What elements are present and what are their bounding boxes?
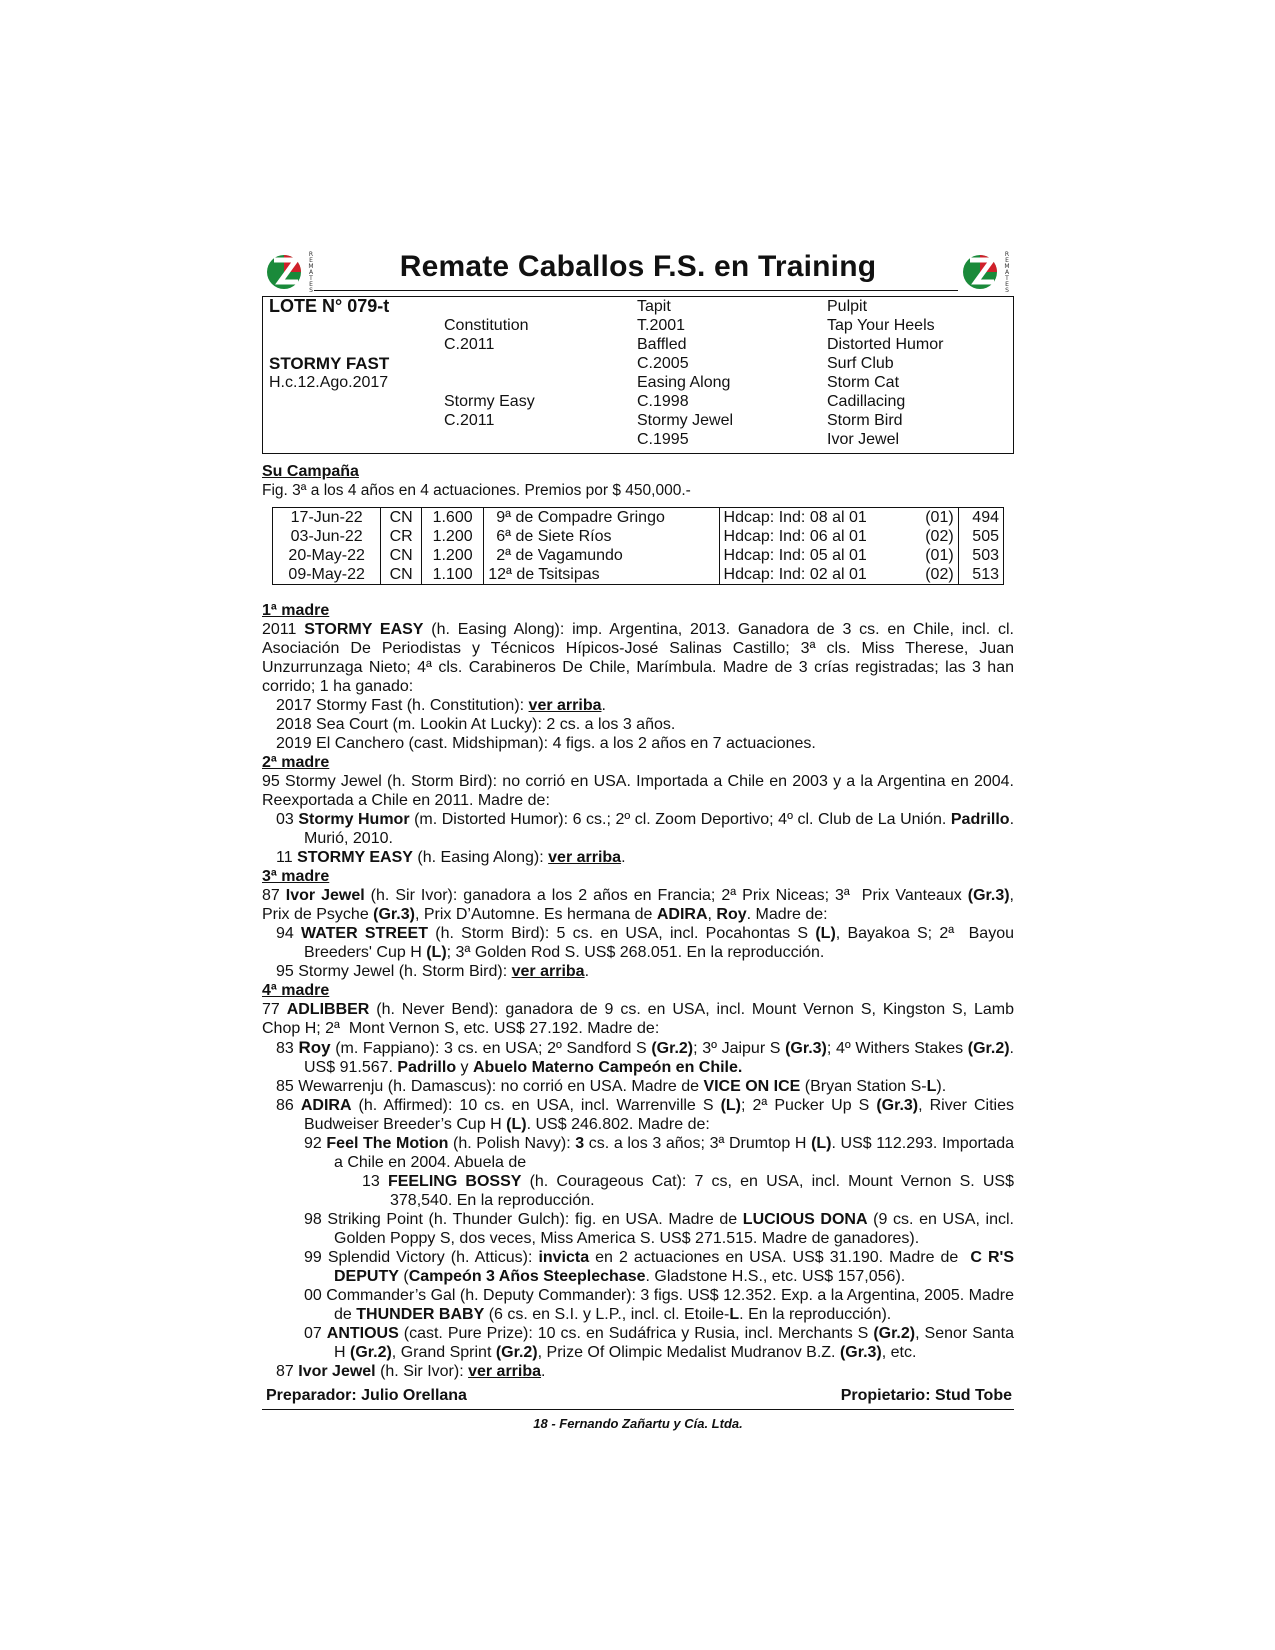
- ver-arriba-link[interactable]: ver arriba: [511, 963, 585, 980]
- pedigree-cell: T.2001: [637, 317, 686, 334]
- pedigree-cell: Stormy Jewel: [637, 412, 734, 429]
- race-date: 20-May-22: [273, 546, 381, 565]
- svg-text:A: A: [1004, 269, 1010, 276]
- pedigree-cell: Ivor Jewel: [827, 431, 900, 448]
- race-track: CN: [381, 546, 422, 565]
- footer-row: [262, 1387, 1014, 1405]
- pedigree-great-grandparents-column: [827, 297, 943, 449]
- produce-item: 92 Feel The Motion (h. Polish Navy): 3 cs. a los 3 años; 3ª Drumtop H (L). US$ 112.293. Importada a Chile en 2004. Abuela de: [304, 1135, 1014, 1171]
- campaign-title: Su Campaña: [262, 463, 359, 480]
- pedigree-grandparents-column: [637, 297, 733, 449]
- lote-number: LOTE N° 079-t: [269, 296, 390, 316]
- svg-text:T: T: [1005, 275, 1009, 282]
- svg-text:E: E: [309, 257, 313, 264]
- race-condition: Hdcap: Ind: 05 al 01: [723, 547, 867, 564]
- race-date: 03-Jun-22: [273, 527, 381, 546]
- produce-item: 86 ADIRA (h. Affirmed): 10 cs. en USA, incl. Warrenville S (L); 2ª Pucker Up S (Gr.3), River Cities Budweiser Breeder’s Cup H (L). US$ 246.802. Madre de:: [276, 1097, 1014, 1133]
- svg-text:S: S: [309, 287, 313, 294]
- table-row: [273, 565, 1004, 585]
- race-table: [272, 507, 1004, 585]
- pedigree-cell: Tap Your Heels: [827, 317, 935, 334]
- pedigree-box: [262, 296, 1014, 454]
- svg-text:E: E: [309, 281, 313, 288]
- sire-year: C.2011: [444, 336, 495, 353]
- race-number: 505: [972, 528, 999, 545]
- zr-logo-right-icon: [962, 246, 1014, 294]
- race-code: (01): [911, 546, 958, 565]
- pedigree-cell: Storm Bird: [827, 412, 903, 429]
- race-result: 9ª de Compadre Gringo: [484, 508, 719, 528]
- pedigree-horse-column: [269, 297, 389, 392]
- produce-item: 98 Striking Point (h. Thunder Gulch): fig. en USA. Madre de LUCIOUS DONA (9 cs. en USA, incl. Golden Poppy S, dos veces, Miss America S. US$ 271.515. Madre de ganadores).: [304, 1211, 1014, 1247]
- owner-label: Propietario: Stud Tobe: [840, 1387, 1012, 1404]
- race-condition: Hdcap: Ind: 08 al 01: [723, 509, 867, 526]
- madre3-paragraph: 87 Ivor Jewel (h. Sir Ivor): ganadora a los 2 años en Francia; 2ª Prix Niceas; 3ª Prix Vanteaux (Gr.3), Prix de Psyche (Gr.3), Prix D’Automne. Es hermana de ADIRA, Roy. Madre de:: [262, 887, 1014, 923]
- produce-item: 94 WATER STREET (h. Storm Bird): 5 cs. en USA, incl. Pocahontas S (L), Bayakoa S; 2ª Bayou Breeders' Cup H (L); 3ª Golden Rod S. US$ 268.051. En la reproducción.: [276, 925, 1014, 961]
- produce-item: 2019 El Canchero (cast. Midshipman): 4 figs. a los 2 años en 7 actuaciones.: [276, 735, 816, 752]
- race-code: (02): [911, 527, 958, 546]
- race-condition: Hdcap: Ind: 06 al 01: [723, 528, 867, 545]
- race-number: 494: [972, 509, 999, 526]
- produce-item: 2017 Stormy Fast (h. Constitution): ver arriba.: [276, 697, 606, 714]
- race-distance: 1.600: [422, 508, 484, 528]
- produce-item: 83 Roy (m. Fappiano): 3 cs. en USA; 2º Sandford S (Gr.2); 3º Jaipur S (Gr.3); 4º Withers Stakes (Gr.2). US$ 91.567. Padrillo y Abuelo Materno Campeón en Chile.: [276, 1038, 1014, 1076]
- pedigree-cell: Cadillacing: [827, 393, 906, 410]
- produce-item: 85 Wewarrenju (h. Damascus): no corrió en USA. Madre de VICE ON ICE (Bryan Station S-L).: [276, 1078, 947, 1095]
- race-number: 503: [972, 547, 999, 564]
- svg-text:A: A: [308, 269, 314, 276]
- pedigree-cell: Storm Cat: [827, 374, 900, 391]
- madre2-title: 2ª madre: [262, 754, 330, 771]
- svg-text:M: M: [308, 263, 314, 270]
- dam-year: C.2011: [444, 412, 495, 429]
- pedigree-cell: Surf Club: [827, 355, 894, 372]
- race-track: CR: [381, 527, 422, 546]
- produce-item: 95 Stormy Jewel (h. Storm Bird): ver arriba.: [276, 963, 590, 980]
- table-row: [273, 508, 1004, 528]
- race-result: 6ª de Siete Ríos: [484, 527, 719, 546]
- race-code: (01): [911, 508, 958, 528]
- race-distance: 1.200: [422, 527, 484, 546]
- ver-arriba-link[interactable]: ver arriba: [548, 849, 622, 866]
- race-result: 2ª de Vagamundo: [484, 546, 719, 565]
- produce-item: 07 ANTIOUS (cast. Pure Prize): 10 cs. en Sudáfrica y Rusia, incl. Merchants S (Gr.2), Senor Santa H (Gr.2), Grand Sprint (Gr.2), Prize Of Olimpic Medalist Mudranov B.Z. (Gr.3), etc.: [304, 1325, 1014, 1361]
- svg-text:M: M: [1004, 263, 1010, 270]
- sire-name: Constitution: [444, 317, 529, 334]
- pedigree-cell: Baffled: [637, 336, 687, 353]
- trainer-label: Preparador: Julio Orellana: [266, 1387, 467, 1404]
- pedigree-cell: C.2005: [637, 355, 689, 372]
- table-row: [273, 546, 1004, 565]
- page-footer-note: 18 - Fernando Zañartu y Cía. Ltda.: [533, 1416, 743, 1431]
- race-number: 513: [972, 566, 999, 583]
- horse-name: STORMY FAST: [269, 354, 390, 373]
- pedigree-cell: Pulpit: [827, 298, 868, 315]
- zr-logo-left-icon: [266, 246, 318, 294]
- produce-item: 11 STORMY EASY (h. Easing Along): ver arriba.: [276, 849, 626, 866]
- svg-text:R: R: [1004, 251, 1010, 258]
- dam-name: Stormy Easy: [444, 393, 535, 410]
- produce-item: 03 Stormy Humor (m. Distorted Humor): 6 cs.; 2º cl. Zoom Deportivo; 4º cl. Club de La Unión. Padrillo. Murió, 2010.: [276, 811, 1015, 847]
- page-header: [262, 240, 1014, 296]
- produce-item: 00 Commander’s Gal (h. Deputy Commander): 3 figs. US$ 12.352. Exp. a la Argentina, 2005. Madre de THUNDER BABY (6 cs. en S.I. y L.P., incl. cl. Etoile-L. En la reproducción).: [304, 1287, 1014, 1323]
- horse-info: H.c.12.Ago.2017: [269, 374, 389, 391]
- produce-item: 87 Ivor Jewel (h. Sir Ivor): ver arriba.: [276, 1363, 546, 1380]
- ver-arriba-link[interactable]: ver arriba: [468, 1363, 542, 1380]
- race-date: 17-Jun-22: [273, 508, 381, 528]
- ver-arriba-link[interactable]: ver arriba: [528, 697, 602, 714]
- header-rule: [314, 290, 958, 291]
- produce-item: 13 FEELING BOSSY (h. Courageous Cat): 7 cs, en USA, incl. Mount Vernon S. US$ 378,540. En la reproducción.: [362, 1173, 1014, 1209]
- madre3-title: 3ª madre: [262, 868, 330, 885]
- madre2-paragraph: 95 Stormy Jewel (h. Storm Bird): no corrió en USA. Importada a Chile en 2003 y a la Argentina en 2004. Reexportada a Chile en 2011. Madre de:: [262, 773, 1014, 809]
- race-track: CN: [381, 508, 422, 528]
- race-result: 12ª de Tsitsipas: [484, 565, 719, 585]
- madre1-title: 1ª madre: [262, 602, 330, 619]
- pedigree-parents-column: [444, 297, 535, 430]
- race-distance: 1.100: [422, 565, 484, 585]
- footer-rule: [262, 1409, 1014, 1410]
- race-distance: 1.200: [422, 546, 484, 565]
- pedigree-cell: Distorted Humor: [827, 336, 944, 353]
- pedigree-cell: Easing Along: [637, 374, 731, 391]
- svg-text:R: R: [308, 251, 314, 258]
- svg-text:E: E: [1005, 281, 1009, 288]
- catalog-page: [262, 240, 1014, 1431]
- svg-text:S: S: [1005, 287, 1009, 294]
- page-title: Remate Caballos F.S. en Training: [399, 250, 877, 283]
- madre4-title: 4ª madre: [262, 982, 330, 999]
- madre4-paragraph: 77 ADLIBBER (h. Never Bend): ganadora de 9 cs. en USA, incl. Mount Vernon S, Kingston S, Lamb Chop H; 2ª Mont Vernon S, etc. US$ 27.192. Madre de:: [262, 1001, 1015, 1037]
- pedigree-cell: C.1995: [637, 431, 689, 448]
- race-code: (02): [911, 565, 958, 585]
- campaign-summary: Fig. 3ª a los 4 años en 4 actuaciones. Premios por $ 450,000.-: [262, 482, 691, 499]
- produce-item: 99 Splendid Victory (h. Atticus): invicta en 2 actuaciones en USA. US$ 31.190. Madre de C R'S DEPUTY (Campeón 3 Años Steeplechase. Gladstone H.S., etc. US$ 157,056).: [304, 1249, 1015, 1285]
- race-condition: Hdcap: Ind: 02 al 01: [723, 566, 867, 583]
- madre1-paragraph: 2011 STORMY EASY (h. Easing Along): imp. Argentina, 2013. Ganadora de 3 cs. en Chile, incl. cl. Asociación De Periodistas y Técnicos Hípicos-José Salinas Castillo; 3ª cls. Miss Therese, Juan Unzurrunzaga Nieto; 4ª cls. Carabineros De Chile, Marímbula. Madre de 3 crías registradas; las 3 han corrido; 1 ha ganado:: [262, 621, 1014, 695]
- pedigree-cell: C.1998: [637, 393, 689, 410]
- svg-text:T: T: [309, 275, 313, 282]
- race-track: CN: [381, 565, 422, 585]
- svg-text:E: E: [1005, 257, 1009, 264]
- family-section: [262, 601, 1014, 1381]
- pedigree-cell: Tapit: [637, 298, 671, 315]
- table-row: [273, 527, 1004, 546]
- race-date: 09-May-22: [273, 565, 381, 585]
- produce-item: 2018 Sea Court (m. Lookin At Lucky): 2 cs. a los 3 años.: [276, 716, 676, 733]
- campaign-section: [262, 462, 1014, 585]
